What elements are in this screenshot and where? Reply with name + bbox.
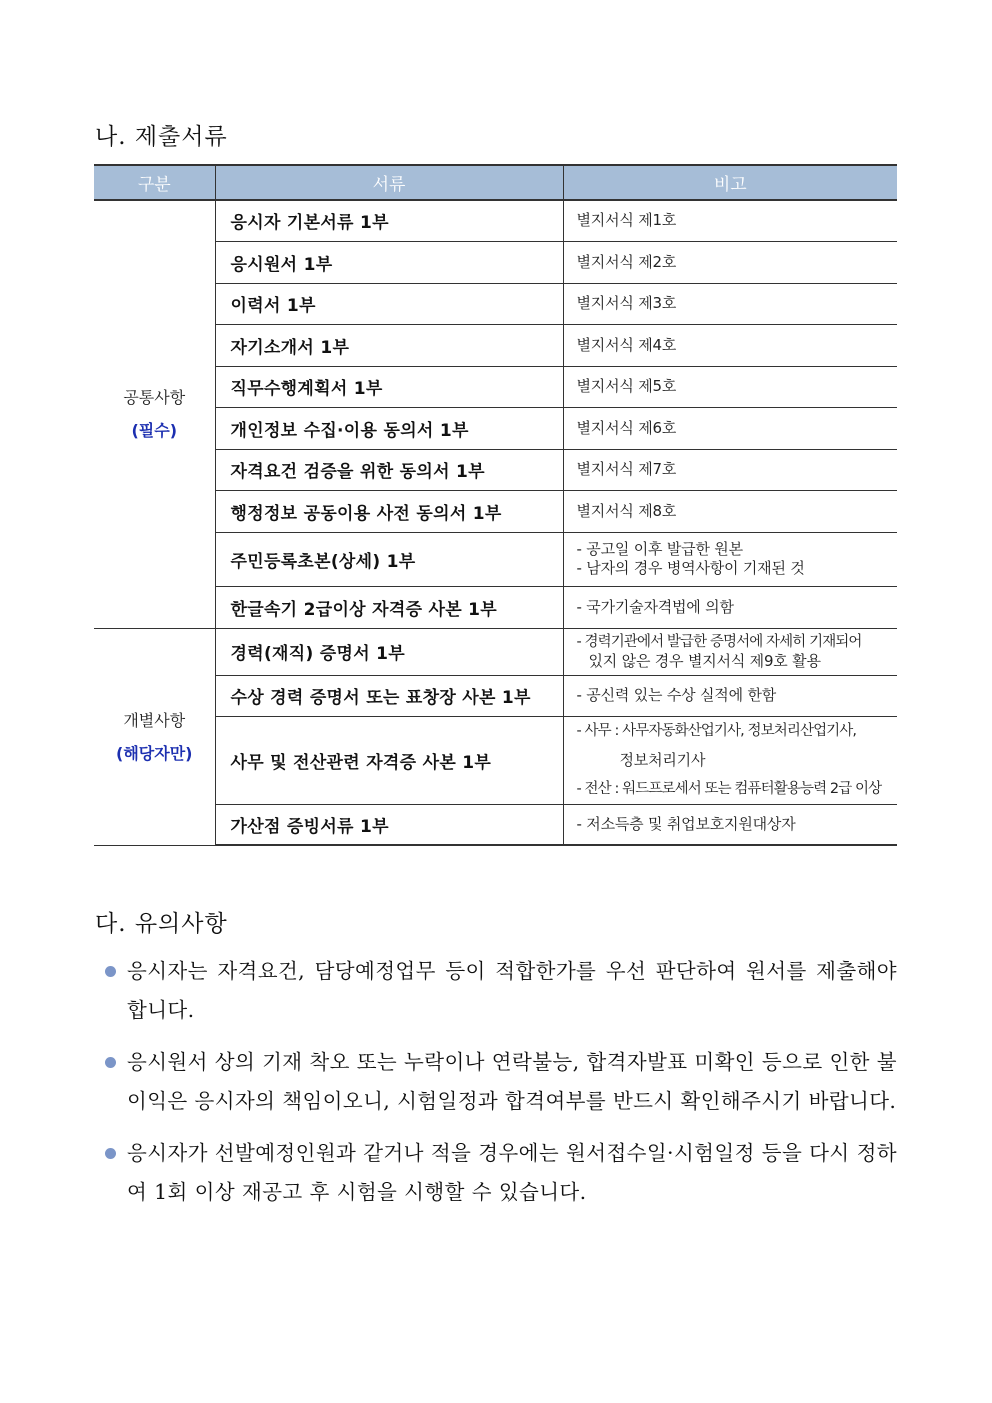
document-name: 사무 및 전산관련 자격증 사본 1부 (215, 716, 563, 804)
document-name: 자격요건 검증을 위한 동의서 1부 (215, 449, 563, 490)
table-row (94, 716, 897, 804)
notes-list (105, 952, 897, 1225)
table-row (94, 532, 897, 586)
column-header-category: 구분 (94, 165, 215, 200)
table-row (94, 490, 897, 532)
table-row (94, 200, 897, 241)
table-header-row (94, 165, 897, 200)
document-remark: 별지서식 제6호 (563, 407, 897, 449)
section-heading-notes: 다. 유의사항 (95, 911, 228, 937)
category-required-note: (필수) (131, 421, 178, 441)
document-remark: - 사무 : 사무자동화산업기사, 정보처리산업기사, 정보처리기사 - 전산 : 워드프로세서 또는 컴퓨터활용능력 2급 이상 (563, 716, 897, 804)
document-name: 경력(재직) 증명서 1부 (215, 628, 563, 675)
list-item (105, 952, 897, 1030)
bullet-icon (105, 966, 116, 977)
document-remark: 별지서식 제8호 (563, 490, 897, 532)
note-text: 응시자는 자격요건, 담당예정업무 등이 적합한가를 우선 판단하여 원서를 제출해야 합니다. (127, 959, 897, 1022)
document-name: 응시원서 1부 (215, 241, 563, 283)
table-row (94, 586, 897, 628)
document-name: 가산점 증빙서류 1부 (215, 804, 563, 845)
column-header-remarks: 비고 (563, 165, 897, 200)
list-item (105, 1043, 897, 1121)
document-name: 자기소개서 1부 (215, 324, 563, 366)
document-remark: 별지서식 제3호 (563, 283, 897, 324)
table-row (94, 283, 897, 324)
document-remark: 별지서식 제2호 (563, 241, 897, 283)
document-remark: - 공신력 있는 수상 실적에 한함 (563, 675, 897, 716)
note-text: 응시원서 상의 기재 착오 또는 누락이나 연락불능, 합격자발표 미확인 등으로 인한 불이익은 응시자의 책임이오니, 시험일정과 합격여부를 반드시 확인해주시기 바랍니다. (127, 1050, 897, 1113)
document-remark: - 국가기술자격법에 의함 (563, 586, 897, 628)
document-name: 한글속기 2급이상 자격증 사본 1부 (215, 586, 563, 628)
document-remark: 별지서식 제7호 (563, 449, 897, 490)
category-common (94, 200, 215, 628)
document-name: 개인정보 수집·이용 동의서 1부 (215, 407, 563, 449)
category-individual (94, 628, 215, 845)
table-row (94, 324, 897, 366)
table-row (94, 241, 897, 283)
document-name: 행정정보 공동이용 사전 동의서 1부 (215, 490, 563, 532)
note-text: 응시자가 선발예정인원과 같거나 적을 경우에는 원서접수일·시험일정 등을 다시 정하여 1회 이상 재공고 후 시험을 시행할 수 있습니다. (127, 1141, 897, 1204)
document-name: 응시자 기본서류 1부 (215, 200, 563, 241)
document-name: 수상 경력 증명서 또는 표창장 사본 1부 (215, 675, 563, 716)
submission-documents-table (94, 164, 897, 846)
document-remark: - 경력기관에서 발급한 증명서에 자세히 기재되어 있지 않은 경우 별지서식 제9호 활용 (563, 628, 897, 675)
bullet-icon (105, 1057, 116, 1068)
list-item (105, 1134, 897, 1212)
document-remark: 별지서식 제1호 (563, 200, 897, 241)
section-heading-submission-documents: 나. 제출서류 (95, 124, 228, 150)
table-row (94, 449, 897, 490)
table-row (94, 366, 897, 407)
column-header-document: 서류 (215, 165, 563, 200)
document-name: 이력서 1부 (215, 283, 563, 324)
document-name: 주민등록초본(상세) 1부 (215, 532, 563, 586)
document-remark: - 공고일 이후 발급한 원본 - 남자의 경우 병역사항이 기재된 것 (563, 532, 897, 586)
table-row (94, 804, 897, 845)
document-remark: 별지서식 제5호 (563, 366, 897, 407)
table-row (94, 675, 897, 716)
bullet-icon (105, 1148, 116, 1159)
table-row (94, 407, 897, 449)
category-label: 개별사항 (123, 710, 186, 730)
document-remark: 별지서식 제4호 (563, 324, 897, 366)
document-remark: - 저소득층 및 취업보호지원대상자 (563, 804, 897, 845)
document-name: 직무수행계획서 1부 (215, 366, 563, 407)
category-label: 공통사항 (123, 388, 186, 408)
table-row (94, 628, 897, 675)
category-applicable-note: (해당자만) (116, 743, 193, 763)
